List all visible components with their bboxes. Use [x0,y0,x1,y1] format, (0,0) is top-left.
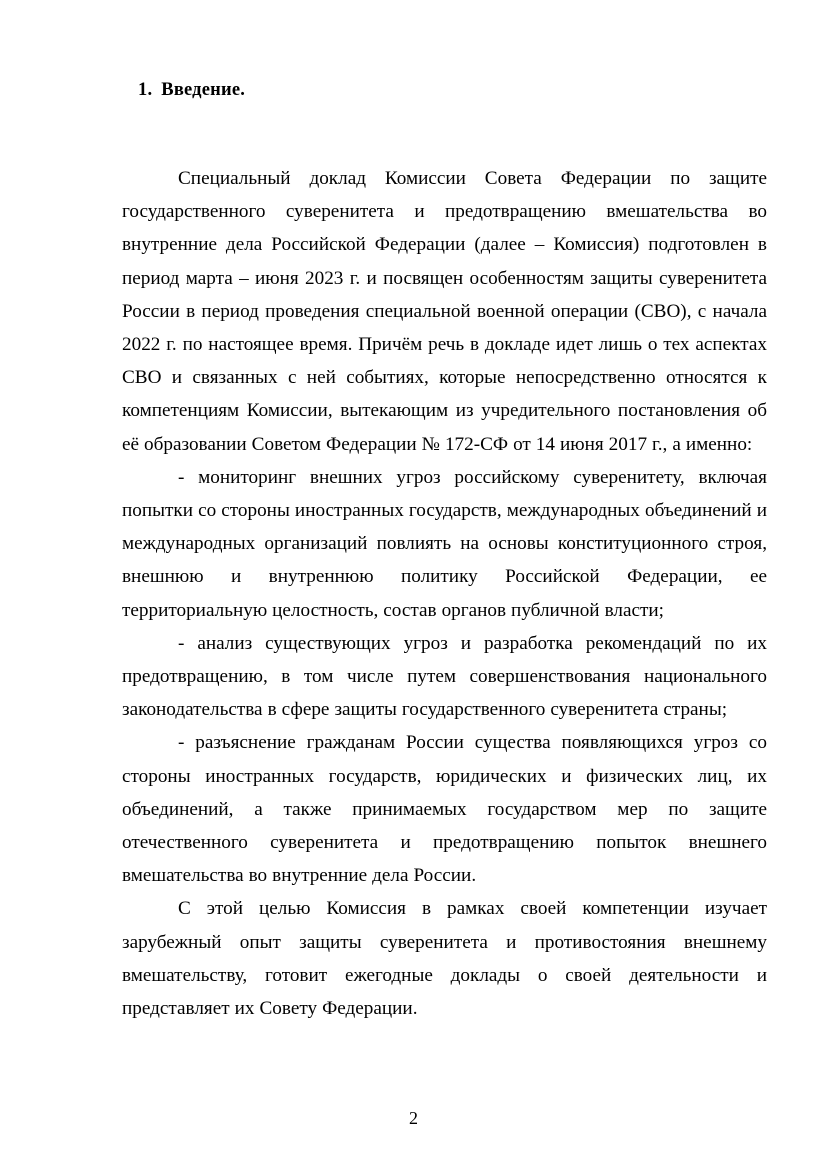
section-heading-number: 1. [138,80,153,100]
paragraph-conclusion: С этой целью Комиссия в рамках своей компетенции изучает зарубежный опыт защиты суверенитета и противостояния внешнему вмешательству, готовит ежегодные доклады о своей деятельности и представляет их Совету Федерации. [122,898,767,1020]
paragraph-intro: Специальный доклад Комиссии Совета Федерации по защите государственного суверенитета и предотвращению вмешательства во внутренние дела Российской Федерации (далее – Комиссия) подготовлен в период марта – июня 2023 г. и посвящен особенностям защиты суверенитета России в период проведения специальной военной операции (СВО), с начала 2022 г. по настоящее время. Причём речь в докладе идет лишь о тех аспектах СВО и связанных с ней событиях, которые непосредственно относятся к компетенциям Комиссии, вытекающим из учредительного постановления об её образовании Советом Федерации № 172-СФ от 14 июня 2017 г., а именно: [122,168,767,455]
page-content [122,74,767,1025]
paragraph-bullet-explanation: - разъяснение гражданам России существа появляющихся угроз со стороны иностранных государств, юридических и физических лиц, их объединений, а также принимаемых государством мер по защите отечественного суверенитета и предотвращению попыток внешнего вмешательства во внутренние дела России. [122,732,767,887]
section-heading [122,74,767,107]
section-heading-title: Введение. [161,80,246,100]
paragraph-bullet-monitoring: - мониторинг внешних угроз российскому суверенитету, включая попытки со стороны иностранных государств, международных объединений и международных организаций повлиять на основы конституционного строя, внешнюю и внутреннюю политику Российской Федерации, ее территориальную целостность, состав органов публичной власти; [122,466,767,621]
page-number: 2 [409,1108,418,1128]
paragraph-bullet-analysis: - анализ существующих угроз и разработка рекомендаций по их предотвращению, в том числе путем совершенствования национального законодательства в сфере защиты государственного суверенитета страны; [122,632,767,721]
body-text [122,162,767,1025]
